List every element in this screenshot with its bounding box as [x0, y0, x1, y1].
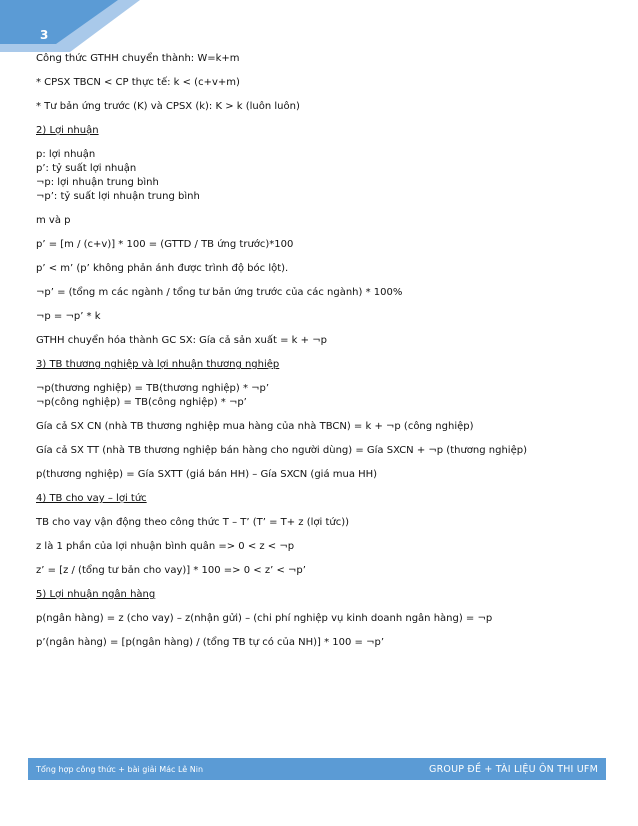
- text-line: Gía cả SX TT (nhà TB thương nghiệp bán hàng cho người dùng) = Gía SXCN + ¬p (thương nghiệp): [36, 445, 527, 456]
- text-line: ¬p: lợi nhuận trung bình: [36, 177, 159, 188]
- section-heading: 5) Lợi nhuận ngân hàng: [36, 589, 156, 600]
- text-line: * Tư bản ứng trước (K) và CPSX (k): K > k (luôn luôn): [36, 101, 300, 112]
- text-line: p: lợi nhuận: [36, 149, 96, 160]
- text-line: p’ < m’ (p’ không phản ánh được trình độ bóc lột).: [36, 263, 289, 274]
- text-line: * CPSX TBCN < CP thực tế: k < (c+v+m): [36, 77, 240, 88]
- text-line: GTHH chuyển hóa thành GC SX: Gía cả sản xuất = k + ¬p: [36, 335, 327, 346]
- text-line: p’ = [m / (c+v)] * 100 = (GTTD / TB ứng trước)*100: [36, 239, 294, 250]
- text-line: ¬p’ = (tổng m các ngành / tổng tư bản ứng trước của các ngành) * 100%: [36, 287, 403, 298]
- text-line: p(ngân hàng) = z (cho vay) – z(nhận gửi) – (chi phí nghiệp vụ kinh doanh ngân hàng) = ¬p: [36, 613, 493, 624]
- document-body: [36, 52, 596, 650]
- section-heading: 3) TB thương nghiệp và lợi nhuận thương nghiệp: [36, 359, 280, 370]
- text-line: ¬p’: tỷ suất lợi nhuận trung bình: [36, 191, 200, 202]
- footer-right-text: GROUP ĐỀ + TÀI LIỆU ÔN THI UFM: [429, 763, 598, 775]
- text-line: ¬p(thương nghiệp) = TB(thương nghiệp) * ¬p’: [36, 383, 270, 394]
- text-line: p’: tỷ suất lợi nhuận: [36, 163, 137, 174]
- text-line: p(thương nghiệp) = Gía SXTT (giá bán HH) – Gía SXCN (giá mua HH): [36, 469, 378, 480]
- text-line: ¬p(công nghiệp) = TB(công nghiệp) * ¬p’: [36, 397, 247, 408]
- text-line: z là 1 phần của lợi nhuận bình quân => 0 < z < ¬p: [36, 541, 295, 552]
- page-number: 3: [40, 28, 49, 42]
- text-line: p’(ngân hàng) = [p(ngân hàng) / (tổng TB tự có của NH)] * 100 = ¬p’: [36, 637, 385, 648]
- section-heading: 2) Lợi nhuận: [36, 125, 99, 136]
- text-line: z’ = [z / (tổng tư bản cho vay)] * 100 => 0 < z’ < ¬p’: [36, 565, 306, 576]
- footer-left-text: Tổng hợp công thức + bài giải Mác Lê Nin: [36, 764, 204, 774]
- text-line: TB cho vay vận động theo công thức T – T’ (T’ = T+ z (lợi tức)): [36, 517, 350, 528]
- text-line: Gía cả SX CN (nhà TB thương nghiệp mua hàng của nhà TBCN) = k + ¬p (công nghiệp): [36, 421, 474, 432]
- text-line: Công thức GTHH chuyển thành: W=k+m: [36, 53, 240, 64]
- text-line: m và p: [36, 215, 71, 226]
- text-line: ¬p = ¬p’ * k: [36, 311, 101, 322]
- section-heading: 4) TB cho vay – lợi tức: [36, 493, 147, 504]
- footer-bar: [28, 758, 606, 780]
